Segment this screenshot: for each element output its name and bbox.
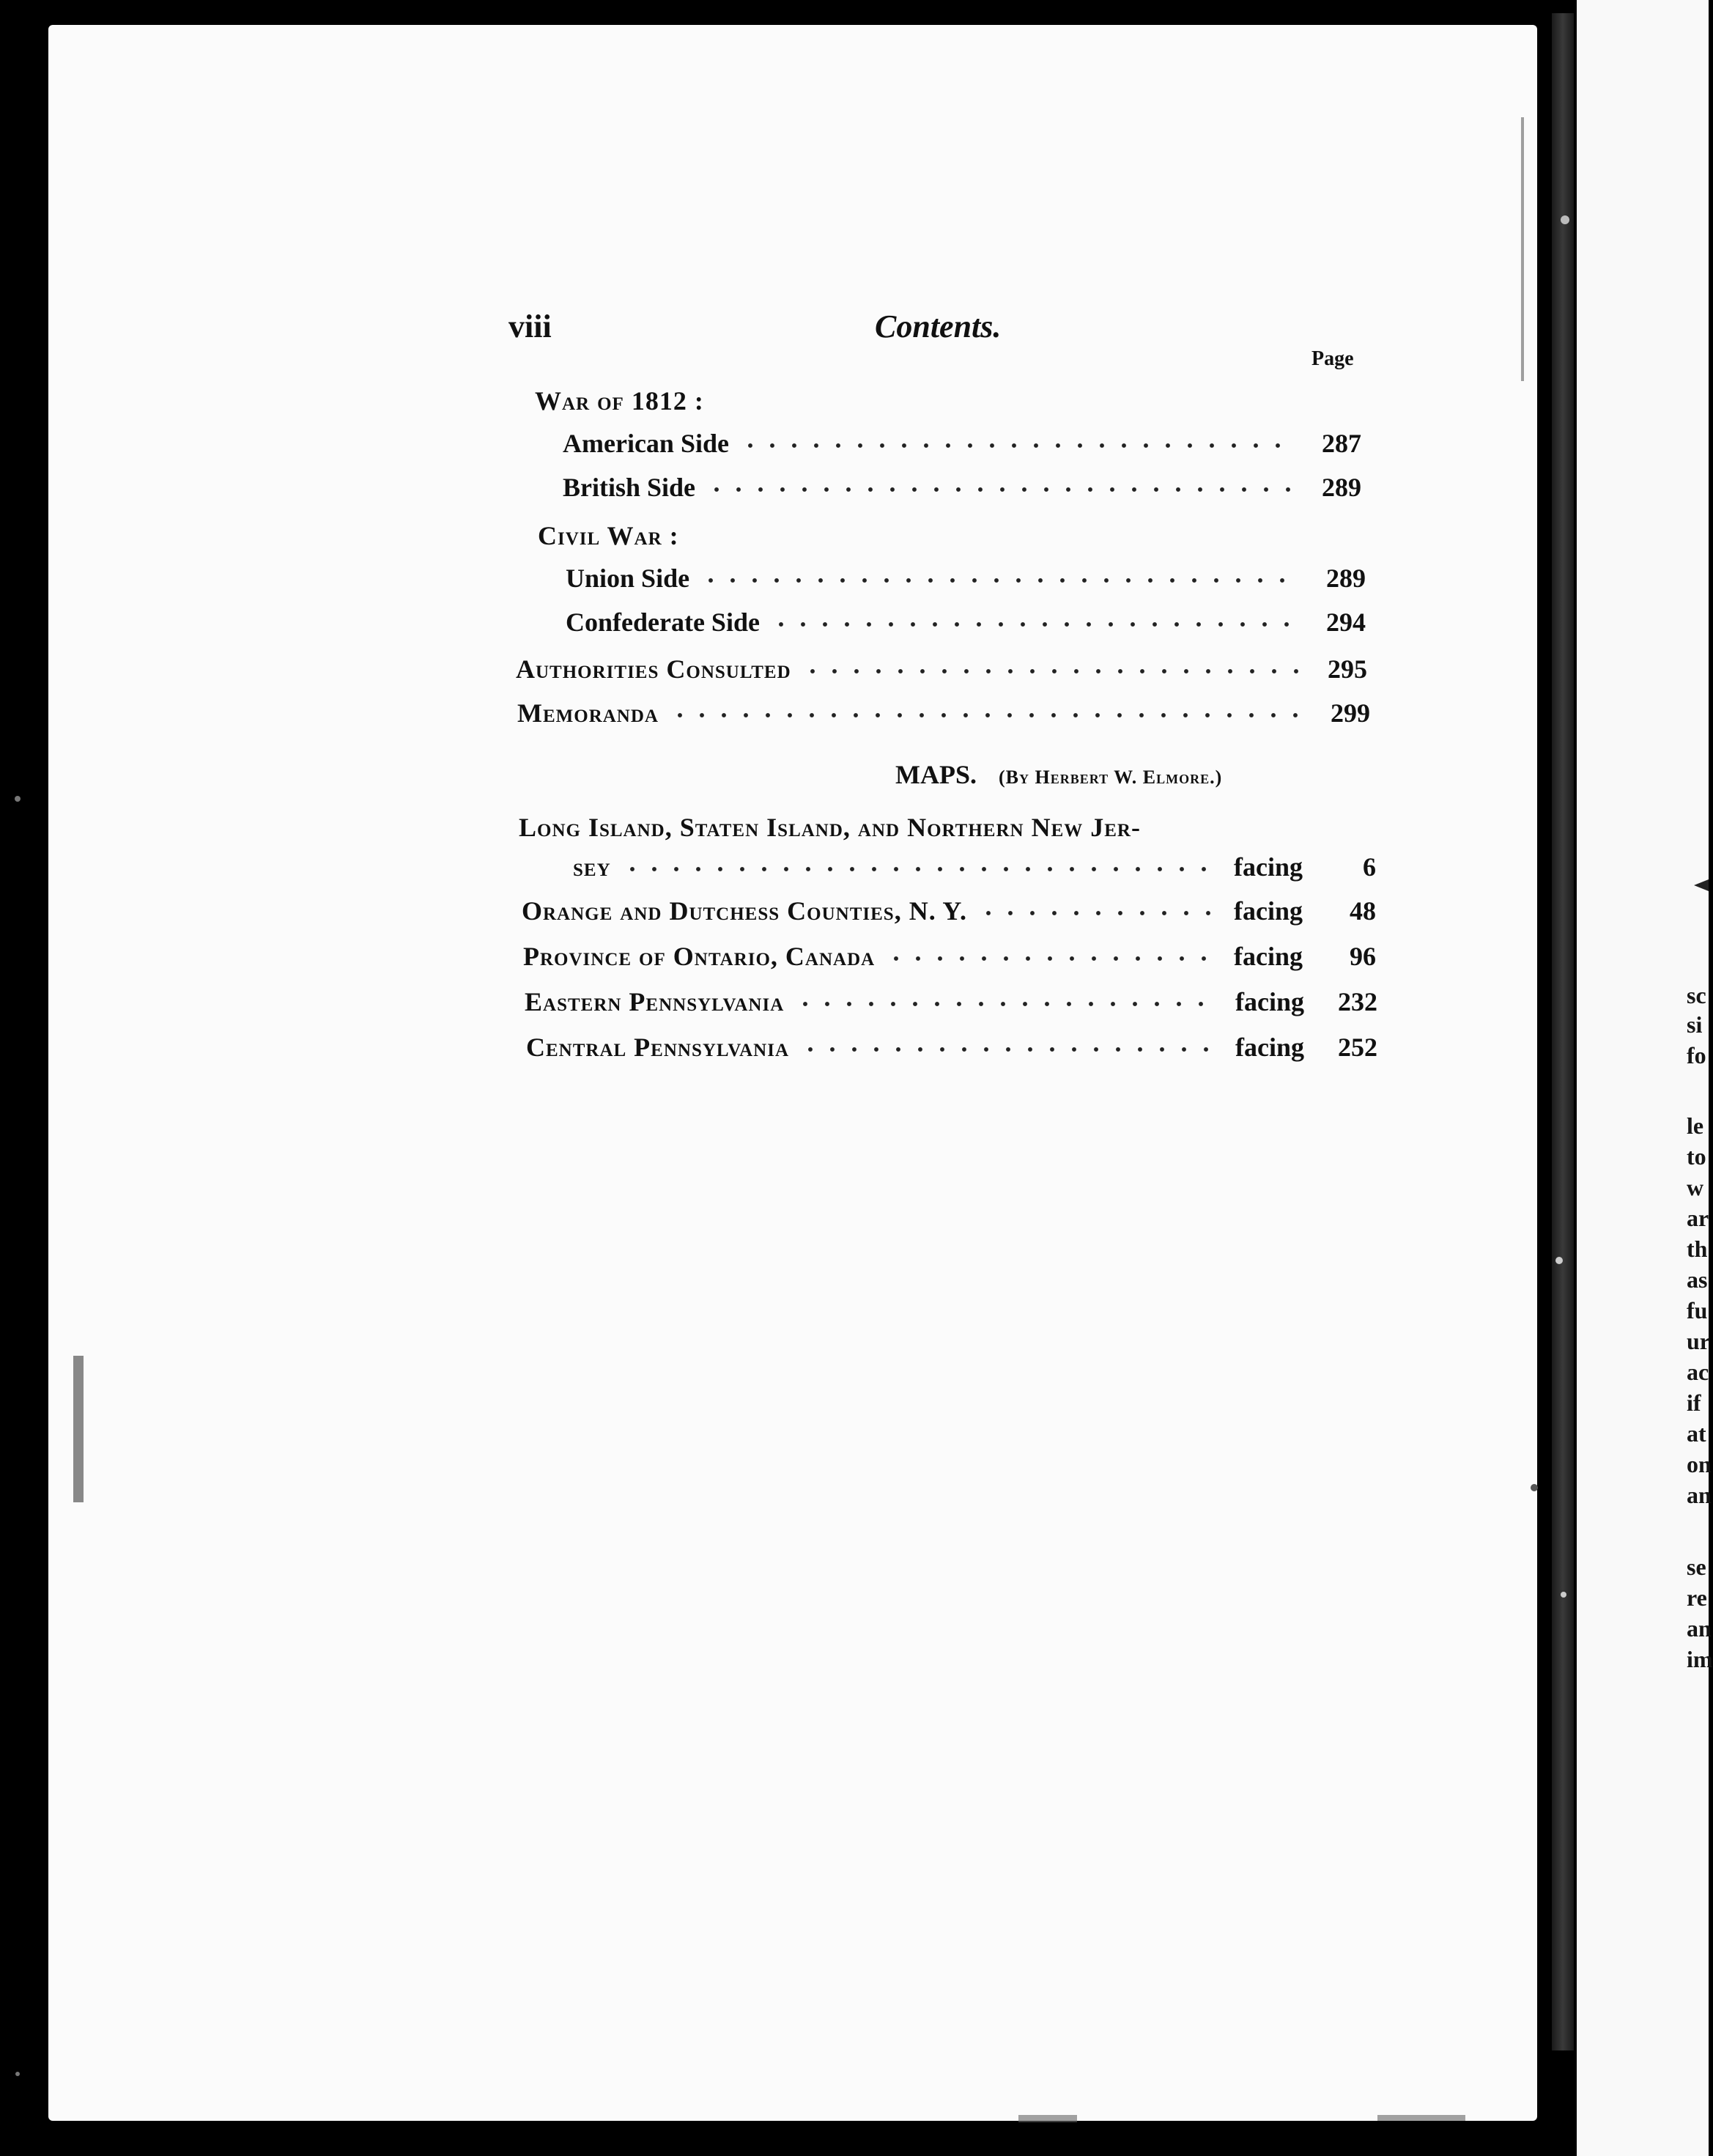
section-heading-war-of-1812: War of 1812 : bbox=[535, 386, 704, 416]
toc-entry-page: 294 bbox=[1326, 608, 1366, 637]
scan-speck bbox=[15, 2072, 20, 2076]
fragment-text: ar bbox=[1687, 1205, 1709, 1231]
fragment-text: le bbox=[1687, 1112, 1704, 1139]
facing-label: facing bbox=[1234, 896, 1303, 926]
fragment-text: an bbox=[1687, 1482, 1712, 1508]
toc-entry-page: 96 bbox=[1350, 942, 1376, 971]
scan-speck bbox=[1377, 2115, 1465, 2121]
page-edge-shadow bbox=[73, 1356, 84, 1502]
toc-entry-page: 299 bbox=[1331, 698, 1370, 728]
facing-label: facing bbox=[1234, 942, 1303, 971]
toc-entry-label: Memoranda bbox=[517, 698, 659, 728]
page-edge-shadow bbox=[1521, 117, 1524, 381]
toc-entry-page: 232 bbox=[1338, 987, 1377, 1016]
toc-entry-page: 6 bbox=[1363, 852, 1376, 882]
toc-entry-page: 287 bbox=[1322, 429, 1361, 458]
facing-label: facing bbox=[1235, 1033, 1304, 1062]
fragment-text: se bbox=[1687, 1554, 1706, 1580]
maps-heading-title: MAPS. bbox=[895, 760, 977, 789]
scan-speck bbox=[1694, 879, 1709, 891]
maps-heading-credit: (By Herbert W. Elmore.) bbox=[999, 767, 1223, 788]
scan-speck bbox=[1561, 1592, 1566, 1598]
section-heading-civil-war: Civil War : bbox=[538, 521, 679, 550]
fragment-text: ur bbox=[1687, 1328, 1710, 1354]
toc-entry-label-line1: Long Island, Staten Island, and Northern New Jer- bbox=[519, 813, 1141, 842]
facing-label: facing bbox=[1234, 852, 1303, 882]
toc-entry-page: 289 bbox=[1322, 473, 1361, 502]
fragment-text: fo bbox=[1687, 1042, 1706, 1068]
toc-entry-page: 252 bbox=[1338, 1033, 1377, 1062]
fragment-text: w bbox=[1687, 1174, 1704, 1200]
toc-entry-label: Eastern Pennsylvania bbox=[525, 987, 785, 1016]
toc-entry-label: Central Pennsylvania bbox=[526, 1033, 790, 1062]
fragment-text: if bbox=[1687, 1389, 1701, 1416]
page-folio: viii bbox=[508, 309, 552, 344]
toc-entry-label: Orange and Dutchess Counties, N. Y. bbox=[522, 896, 968, 926]
fragment-text: on bbox=[1687, 1451, 1712, 1477]
fragment-text: th bbox=[1687, 1236, 1708, 1262]
fragment-text: re bbox=[1687, 1584, 1707, 1611]
fragment-text: sc bbox=[1687, 982, 1706, 1008]
toc-entry-label: Province of Ontario, Canada bbox=[523, 942, 876, 971]
toc-entry-label: sey bbox=[573, 852, 611, 882]
fragment-text: im bbox=[1687, 1646, 1713, 1672]
fragment-text: to bbox=[1687, 1143, 1706, 1170]
toc-entry-label: American Side bbox=[563, 429, 729, 458]
fragment-text: si bbox=[1687, 1011, 1703, 1038]
facing-label: facing bbox=[1235, 987, 1304, 1016]
scan-speck bbox=[1531, 1484, 1538, 1491]
scan-speck bbox=[15, 796, 21, 802]
fragment-text: ac bbox=[1687, 1359, 1709, 1385]
toc-entry-page: 289 bbox=[1326, 564, 1366, 593]
scan-speck bbox=[1555, 1257, 1563, 1264]
fragment-text: as bbox=[1687, 1266, 1708, 1293]
fragment-text: an bbox=[1687, 1615, 1712, 1642]
toc-entry-page: 48 bbox=[1350, 896, 1376, 926]
toc-entry-label: Confederate Side bbox=[566, 608, 760, 637]
toc-entry-page: 295 bbox=[1328, 654, 1367, 684]
page-column-heading: Page bbox=[1311, 347, 1354, 370]
scan-speck bbox=[1561, 215, 1569, 224]
scan-speck bbox=[1018, 2115, 1077, 2122]
toc-entry-label: British Side bbox=[563, 473, 696, 502]
toc-entry-label: Authorities Consulted bbox=[516, 654, 791, 684]
toc-entry-label: Union Side bbox=[566, 564, 690, 593]
fragment-text: fu bbox=[1687, 1297, 1708, 1323]
fragment-text: at bbox=[1687, 1420, 1706, 1447]
running-title: Contents. bbox=[875, 309, 1002, 344]
